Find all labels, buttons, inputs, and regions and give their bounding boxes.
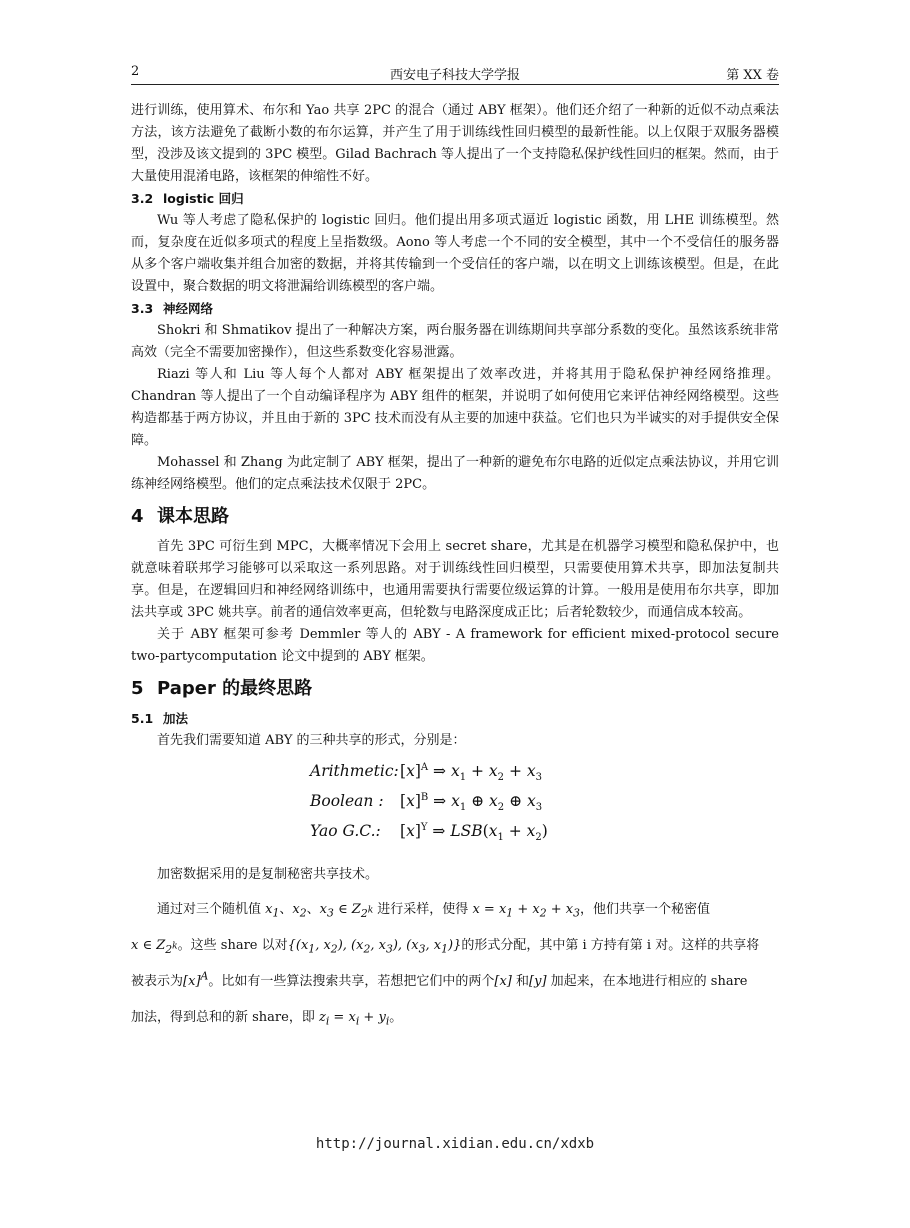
text-run: 进行采样，使得 [373, 902, 473, 917]
paragraph-s4-1: 首先 3PC 可衍生到 MPC，大概率情况下会用上 secret share，尤其是在机器学习模型和隐私保护中，也就意味着联邦学习能够可以采取这一系列思路。对于训练线性回归模型，只需要使用算术共享，即加法复制共享。但是，在逻辑回归和神经网络训练中，也通用需要执行需要位级运算的计算。一般用是使用布尔共享，即加法共享或 3PC 姚共享。前者的通信效率更高，但轮数与电路深度成正比；后者轮数较少，而通信成本较高。 [131, 539, 779, 620]
section-number: 5.1 [131, 711, 154, 726]
math-line-3: 被表示为$[x]^A$。比如有一些算法搜索共享，若想把它们中的两个[x] 和[y] 加起来，在本地进行相应的 share [131, 969, 748, 989]
paragraph-s4-2: 关于 ABY 框架可参考 Demmler 等人的 ABY - A framework for efficient mixed-protocol secure two-partycomputation 论文中提到的 ABY 框架。 [131, 627, 779, 664]
section-heading-5 [131, 674, 779, 704]
section-title: 加法 [163, 711, 189, 726]
share-type-sup: A [420, 761, 429, 773]
section-title: 课本思路 [157, 506, 229, 527]
section-title: Paper 的最终思路 [157, 678, 313, 699]
section-heading-3-2 [131, 188, 779, 210]
text-run: ，他们共享一个秘密值 [580, 902, 711, 917]
text-run: 的形式分配，其中第 i 方持有第 i 对。这样的共享将 [461, 938, 760, 953]
formula-yao: Yao G.C.: $[x]^Y$ ⇒ $LSB(x_1 + x_2)$ [310, 821, 548, 844]
paragraph-intro: 进行训练，使用算术、布尔和 Yao 共享 2PC 的混合（通过 ABY 框架）。他们还介绍了一种新的近似不动点乘法方法，该方法避免了截断小数的布尔运算，并产生了用于训练线性回归模型的最新性能。以上仅限于双服务器模型，没涉及该文提到的 3PC 模型。Gilad Bachrach 等人提出了一个支持隐私保护线性回归的框架。然而，由于大量使用混淆电路，该框架的伸缩性不好。 [131, 103, 779, 184]
section-number: 5 [131, 678, 144, 699]
text-run: 。 [389, 1010, 403, 1025]
section-title: 神经网络 [163, 301, 214, 316]
formula-boolean: Boolean : $[x]^B$ ⇒ $x_1$ ⊕ $x_2$ ⊕ $x_3$ [310, 791, 543, 814]
section-title: logistic 回归 [163, 191, 244, 206]
share-type-sup: Y [420, 821, 428, 833]
section-number: 4 [131, 506, 144, 527]
paragraph-nn-3: Mohassel 和 Zhang 为此定制了 ABY 框架，提出了一种新的避免布尔电路的近似定点乘法协议，并用它训练神经网络模型。他们的定点乘法技术仅限于 2PC。 [131, 455, 779, 492]
text-run: 通过对三个随机值 [157, 902, 266, 917]
share-formulas [131, 756, 779, 846]
paragraph-nn-2: Riazi 等人和 Liu 等人每个人都对 ABY 框架提出了效率改进，并将其用于隐私保护神经网络推理。Chandran 等人提出了一个自动编译程序为 ABY 组件的框架，并说明了如何使用它来评估神经网络模型。这些构造都基于两方协议，并且由于新的 3PC 技术而没有从主要的加速中获益。它们也只为半诚实的对手提供安全保障。 [131, 367, 779, 448]
section-heading-4 [131, 502, 779, 532]
paragraph-s51-2: 加密数据采用的是复制秘密共享技术。 [157, 867, 379, 882]
section-number: 3.3 [131, 301, 154, 316]
section-heading-5-1 [131, 708, 779, 730]
math-line-4: 加法，得到总和的新 share，即 $z_i = x_i + y_i$。 [131, 1010, 403, 1028]
formula-arithmetic: Arithmetic: $[x]^A$ ⇒ $x_1 + x_2 + x_3$ [310, 761, 543, 784]
page-number: 2 [131, 64, 140, 79]
journal-name: 西安电子科技大学学报 [389, 68, 520, 83]
section-heading-3-3 [131, 298, 779, 320]
text-run: 加起来，在本地进行相应的 share [546, 974, 748, 989]
text-run: 。这些 share 以对 [177, 938, 288, 953]
formula-label: Boolean [310, 792, 374, 810]
section-number: 3.2 [131, 191, 154, 206]
footer-url: http://journal.xidian.edu.cn/xdxb [315, 1136, 595, 1152]
body-text [131, 100, 779, 1036]
text-run: 。比如有一些算法搜索共享，若想把它们中的两个 [208, 974, 495, 989]
paragraph-logistic: Wu 等人考虑了隐私保护的 logistic 回归。他们提出用多项式逼近 logistic 函数，用 LHE 训练模型。然而，复杂度在近似多项式的程度上呈指数级。Aono 等人考虑一个不同的安全模型，其中一个不受信任的服务器从多个客户端收集并组合加密的数据，并将其传输到一个受信任的客户端，以在明文上训练该模型。但是，在此设置中，聚合数据的明文将泄漏给训练模型的客户端。 [131, 213, 779, 294]
text-run: 被表示为 [131, 974, 184, 989]
paragraph-nn-1: Shokri 和 Shmatikov 提出了一种解决方案，两台服务器在训练期间共享部分系数的变化。虽然该系统非常高效（完全不需要加密操作），但这些系数变化容易泄露。 [131, 323, 779, 360]
paragraph-s51-1: 首先我们需要知道 ABY 的三种共享的形式，分别是： [157, 733, 466, 748]
formula-label: Yao G.C. [310, 822, 376, 840]
text-run: 和 [511, 974, 529, 989]
text-run: 加法，得到总和的新 share，即 [131, 1010, 319, 1025]
math-line-2: x ∈ $Z_{2^k}$。这些 share 以对{($x_1$, $x_2$), ($x_2$, $x_3$), ($x_3$, $x_1$)}的形式分配，其中第 i 方持有第 i 对。这样的共享将 [131, 938, 760, 956]
share-type-sup: B [420, 791, 429, 803]
running-header [131, 62, 779, 85]
math-line-1: 通过对三个随机值 $x_1$、$x_2$、$x_3$ ∈ $Z_{2^k}$ 进行采样，使得 $x = x_1 + x_2 + x_3$，他们共享一个秘密值 [157, 902, 711, 920]
volume-label: 第 XX 卷 [726, 68, 779, 83]
formula-label: Arithmetic [310, 762, 394, 780]
